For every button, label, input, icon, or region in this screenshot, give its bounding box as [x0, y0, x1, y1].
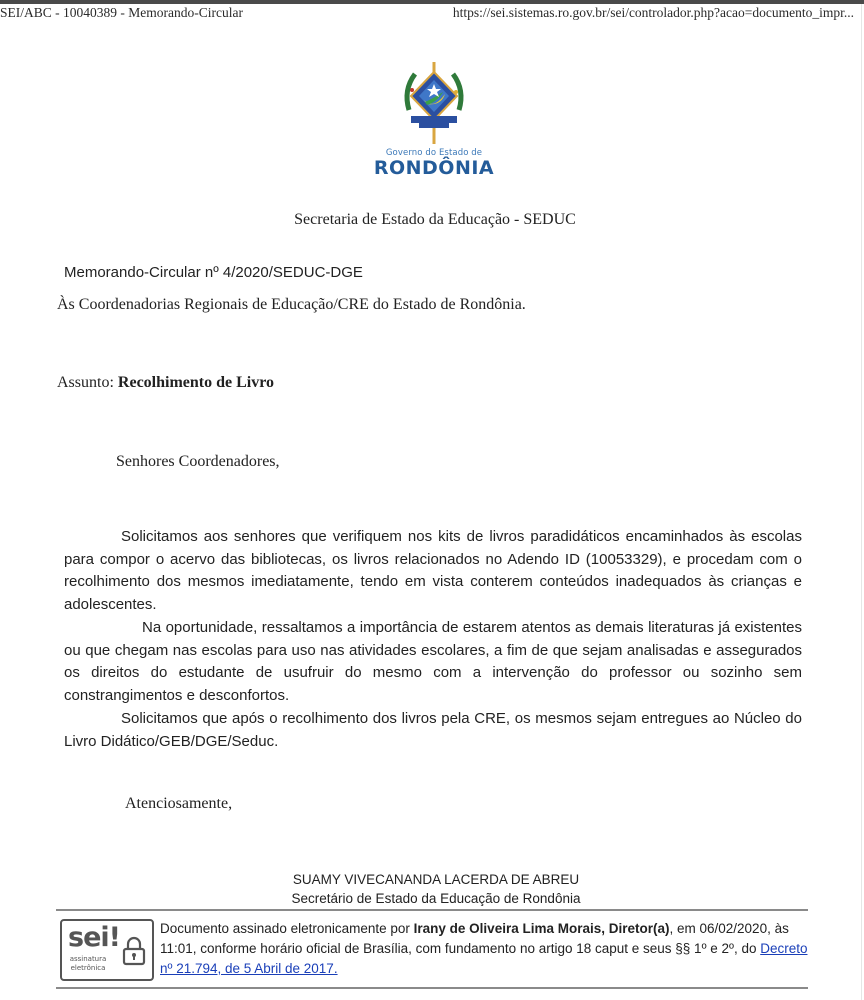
page-edge	[861, 4, 862, 1000]
print-header	[0, 4, 864, 24]
memo-greeting: Senhores Coordenadores,	[116, 453, 280, 470]
paragraph-text: Solicitamos que após o recolhimento dos livros pela CRE, os mesmos sejam entregues ao Núcleo do Livro Didático/GEB/DGE/Seduc.	[64, 710, 802, 750]
body-paragraph	[64, 617, 802, 707]
memo-number: Memorando-Circular nº 4/2020/SEDUC-DGE	[64, 264, 363, 281]
body-paragraph	[64, 708, 802, 753]
secretaria-heading: Secretaria de Estado da Educação - SEDUC	[294, 211, 576, 228]
memo-subject	[57, 374, 274, 392]
decree-link[interactable]: Decreto nº 21.794, de 5 Abril de 2017.	[160, 941, 808, 976]
rondonia-coat-of-arms-icon	[397, 60, 471, 146]
print-page-title: SEI/ABC - 10040389 - Memorando-Circular	[0, 5, 243, 20]
seal-subtitle-line: assinatura	[69, 955, 107, 963]
logo-caption: Governo do Estado de	[385, 148, 483, 158]
lock-icon	[122, 936, 146, 966]
paragraph-text: Solicitamos aos senhores que verifiquem nos kits de livros paradidáticos encaminhados às escolas para compor o acervo das bibliotecas, os livros relacionados no Adendo ID (10053329), e procedam com o recolhimento dos mesmos imediatamente, tendo em vista conterem conteúdos inadequados às crianças e adolescentes.	[64, 528, 802, 613]
subject-value: Recolhimento de Livro	[117, 374, 275, 391]
seal-word: sei!	[68, 922, 120, 953]
electronic-signature-block	[56, 909, 808, 989]
sei-assinatura-eletronica-icon	[60, 919, 154, 981]
signer-name: Irany de Oliveira Lima Morais, Diretor(a)	[413, 921, 670, 936]
body-paragraph	[64, 526, 802, 616]
memo-recipient: Às Coordenadorias Regionais de Educação/CRE do Estado de Rondônia.	[57, 296, 526, 313]
seal-subtitle	[68, 955, 108, 973]
signature-text-before: Documento assinado eletronicamente por	[160, 921, 414, 936]
subject-label: Assunto:	[57, 374, 114, 391]
signatory-role: Secretário de Estado da Educação de Rondônia	[291, 891, 581, 906]
signature-statement	[160, 919, 808, 979]
signatory-name: SUAMY VIVECANANDA LACERDA DE ABREU	[292, 872, 580, 887]
print-page-url: https://sei.sistemas.ro.gov.br/sei/controlador.php?acao=documento_impr...	[452, 5, 854, 20]
signature-text-after: , em 06/02/2020, às 11:01, conforme horário oficial de Brasília, com fundamento no artigo 18 caput e seus §§ 1º e 2º, do	[160, 921, 789, 956]
government-logo	[372, 60, 496, 190]
seal-subtitle-line: eletrônica	[70, 964, 106, 972]
logo-state-name: RONDÔNIA	[373, 157, 495, 179]
paragraph-text: Na oportunidade, ressaltamos a importância de estarem atentos as demais literaturas já existentes ou que chegam nas escolas para uso nas atividades escolares, a fim de que sejam analisadas e assegurados os direitos do estudante de usufruir do mesmo com a intervenção do professor ou sozinho sem constrangimentos e desconfortos.	[64, 619, 802, 704]
memo-closing: Atenciosamente,	[125, 795, 233, 812]
